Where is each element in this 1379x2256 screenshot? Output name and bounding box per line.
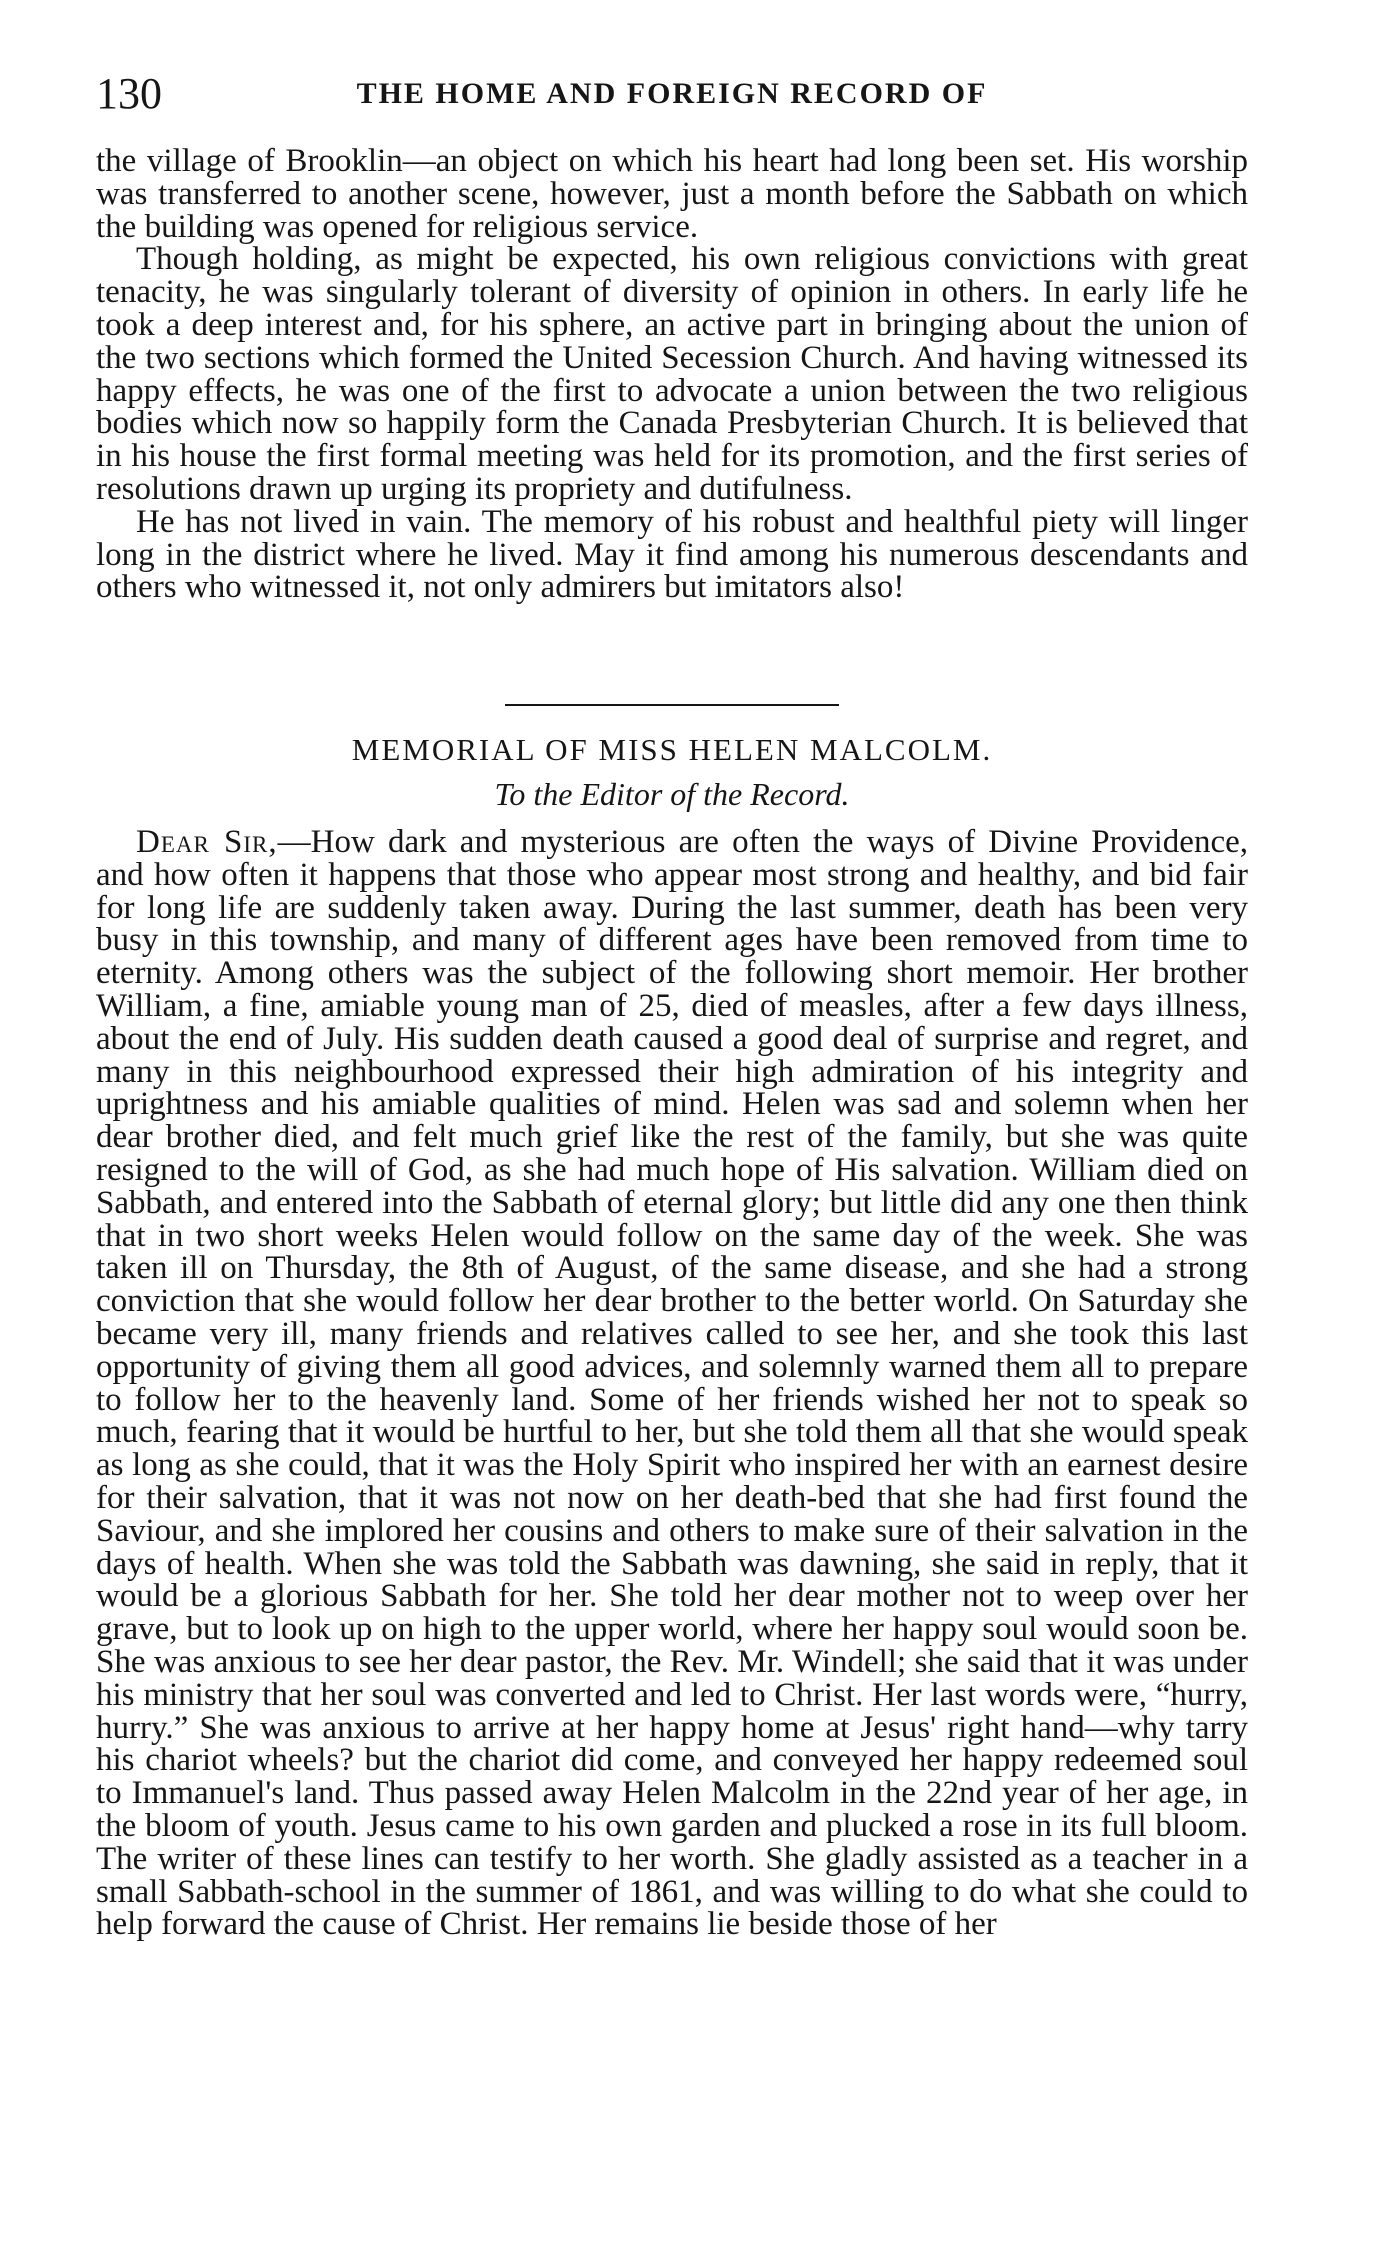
salutation: Dear Sir, (136, 824, 278, 860)
page-header (96, 64, 1248, 124)
continuation-text (96, 145, 1248, 604)
paragraph: He has not lived in vain. The memory of his robust and healthful piety will linger long in the district where he lived. May it find among his numerous descendants and others who witnessed it, not only admirers but imitators also! (96, 503, 1248, 606)
paragraph: Though holding, as might be expected, his own religious convictions with great tenacity, he was singularly tolerant of diversity of opinion in others. In early life he took a deep interest and, for his sphere, an active part in bringing about the union of the two sections which formed the United Secession Church. And having witnessed its happy effects, he was one of the first to advocate a union between the two religious bodies which now so happily form the Canada Presbyterian Church. It is believed that in his house the first formal meeting was held for its promotion, and the first series of resolutions drawn up urging its propriety and dutifulness. (96, 241, 1248, 507)
section-divider (505, 704, 839, 706)
memorial-text (96, 826, 1248, 1941)
running-head: THE HOME AND FOREIGN RECORD OF (356, 77, 988, 110)
article-title: MEMORIAL OF MISS HELEN MALCOLM. (351, 732, 993, 767)
paragraph: the village of Brooklin—an object on which his heart had long been set. His worship was transferred to another scene, however, just a month before the Sabbath on which the building was opened for religious service. (96, 143, 1248, 245)
page-number: 130 (96, 69, 162, 118)
article-subtitle: To the Editor of the Record. (494, 776, 850, 812)
memorial-body: —How dark and mysterious are often the ways of Divine Providence, and how often it happens that those who appear most strong and healthy, and bid fair for long life are suddenly taken away. During the last summer, death has been very busy in this township, and many of different ages have been removed from time to eternity. Among others was the subject of the following short memoir. Her brother William, a fine, amiable young man of 25, died of measles, after a few days illness, about the end of July. His sudden death caused a good deal of surprise and regret, and many in this neighbourhood expressed their high admiration of his integrity and uprightness and his amiable qualities of mind. Helen was sad and solemn when her dear brother died, and felt much grief like the rest of the family, but she was quite resigned to the will of God, as she had much hope of His salvation. William died on Sabbath, and entered into the Sabbath of eternal glory; but little did any one then think that in two short weeks Helen would follow on the same day of the week. She was taken ill on Thursday, the 8th of August, of the same disease, and she had a strong conviction that she would follow her dear brother to the better world. On Saturday she became very ill, many friends and relatives called to see her, and she took this last opportunity of giving them all good advices, and solemnly warned them all to prepare to follow her to the heavenly land. Some of her friends wished her not to speak so much, fearing that it would be hurtful to her, but she told them all that she would speak as long as she could, that it was the Holy Spirit who inspired her with an earnest desire for their salvation, that it was not now on her death-bed that she had first found the Saviour, and she implored her cousins and others to make sure of their salvation in the days of health. When she was told the Sabbath was dawning, she said in reply, that it would be a glorious Sabbath for her. She told her dear mother not to weep over her grave, but to look up on high to the upper world, where her happy soul would soon be. She was anxious to see her dear pastor, the Rev. Mr. Windell; she said that it was under his ministry that her soul was converted and led to Christ. Her last words were, “hurry, hurry.” She was anxious to arrive at her happy home at Jesus' right hand—why tarry his chariot wheels? but the chariot did come, and conveyed her happy redeemed soul to Immanuel's land. Thus passed away Helen Malcolm in the 22nd year of her age, in the bloom of youth. Jesus came to his own garden and plucked a rose in its full bloom. The writer of these lines can testify to her worth. She gladly assisted as a teacher in a small Sabbath-school in the summer of 1861, and was willing to do what she could to help forward the cause of Christ. Her remains lie beside those of her (96, 824, 1248, 1943)
paragraph (96, 826, 1248, 1941)
